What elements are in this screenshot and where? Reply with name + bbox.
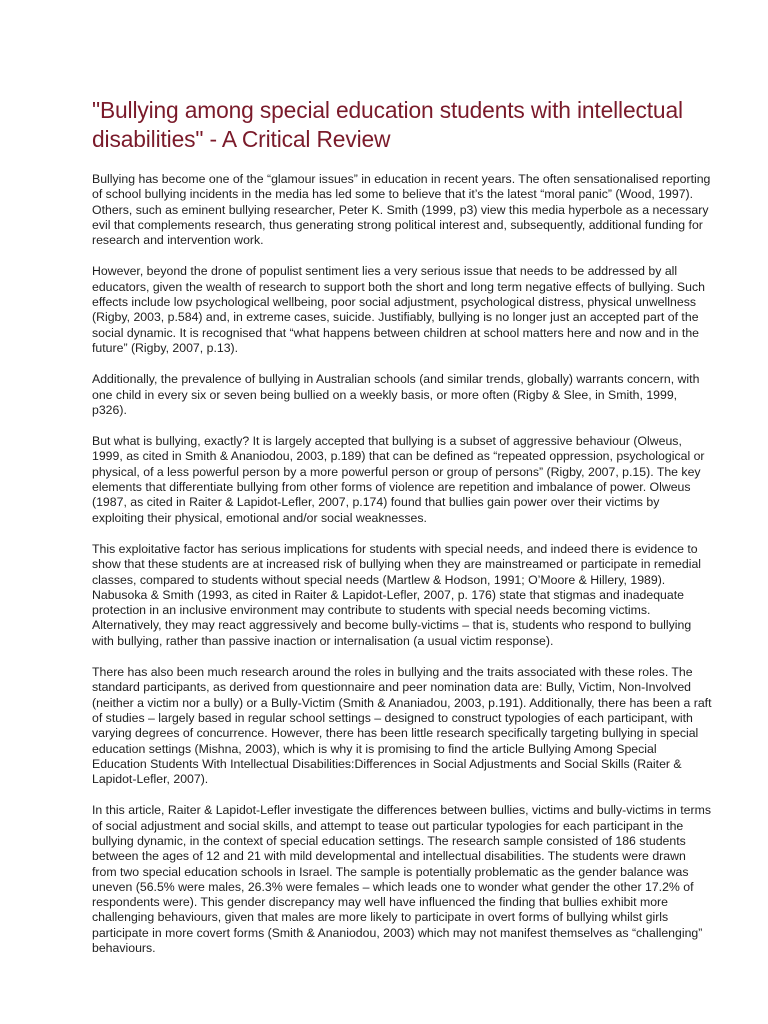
paragraph-4: But what is bullying, exactly? It is largely accepted that bullying is a subset of aggressive behaviour (Olweus, 1999, as cited in Smith & Ananiodou, 2003, p.189) that can be defined as “repeated oppression, psychological or physical, of a less powerful person by a more powerful person or group of persons” (Rigby, 2007, p.15). The key elements that differentiate bullying from other forms of violence are repetition and imbalance of power. Olweus (1987, as cited in Raiter & Lapidot-Lefler, 2007, p.174) found that bullies gain power over their victims by exploiting their physical, emotional and/or social weaknesses. (92, 434, 705, 525)
document-page (92, 96, 712, 972)
paragraph-6: There has also been much research around the roles in bullying and the traits associated with these roles. The standard participants, as derived from questionnaire and peer nomination data are: Bully, Victim, Non-Involved (neither a victim nor a bully) or a Bully-Victim (Smith & Ananiadou, 2003, p.191). Additionally, there has been a raft of studies – largely based in regular school settings – designed to construct typologies of each participant, with varying degrees of concurrence. However, there has been little research specifically targeting bullying in special education settings (Mishna, 2003), which is why it is promising to find the article Bullying Among Special Education Students With Intellectual Disabilities:Differences in Social Adjustments and Social Skills (Raiter & Lapidot-Lefler, 2007). (92, 665, 712, 787)
document-title: "Bullying among special education students with intellectual disabilities" - A Critical Review (92, 97, 683, 152)
paragraph-2: However, beyond the drone of populist sentiment lies a very serious issue that needs to be addressed by all educators, given the wealth of research to support both the short and long term negative effects of bullying. Such effects include low psychological wellbeing, poor social adjustment, psychological distress, physical unwellness (Rigby, 2003, p.584) and, in extreme cases, suicide. Justifiably, bullying is no longer just an accepted part of the social dynamic. It is recognised that “what happens between children at school matters here and now and in the future” (Rigby, 2007, p.13). (92, 264, 705, 355)
paragraph-5: This exploitative factor has serious implications for students with special needs, and indeed there is evidence to show that these students are at increased risk of bullying when they are mainstreamed or participate in remedial classes, compared to students without special needs (Martlew & Hodson, 1991; O’Moore & Hillery, 1989). Nabusoka & Smith (1993, as cited in Raiter & Lapidot-Lefler, 2007, p. 176) state that stigmas and inadequate protection in an inclusive environment may contribute to students with special needs becoming victims. Alternatively, they may react aggressively and become bully-victims – that is, students who respond to bullying with bullying, rather than passive inaction or internalisation (a usual victim response). (92, 541, 702, 648)
paragraph-7: In this article, Raiter & Lapidot-Lefler investigate the differences between bullies, victims and bully-victims in terms of social adjustment and social skills, and attempt to tease out particular typologies for each participant in the bullying dynamic, in the context of special education settings. The research sample consisted of 186 students between the ages of 12 and 21 with mild developmental and intellectual disabilities. The students were drawn from two special education schools in Israel. The sample is potentially problematic as the gender balance was uneven (56.5% were males, 26.3% were females – which leads one to wonder what gender the other 17.2% of respondents were). This gender discrepancy may well have influenced the finding that bullies exhibit more challenging behaviours, given that males are more likely to participate in overt forms of bullying whilst girls participate in more covert forms (Smith & Ananiodou, 2003) which may not manifest themselves as “challenging” behaviours. (92, 803, 711, 956)
paragraph-3: Additionally, the prevalence of bullying in Australian schools (and similar trends, globally) warrants concern, with one child in every six or seven being bullied on a weekly basis, or more often (Rigby & Slee, in Smith, 1999, p326). (92, 372, 700, 417)
paragraph-1: Bullying has become one of the “glamour issues” in education in recent years. The often sensationalised reporting of school bullying incidents in the media has led some to believe that it’s the latest “moral panic” (Wood, 1997). Others, such as eminent bullying researcher, Peter K. Smith (1999, p3) view this media hyperbole as a necessary evil that complements research, thus generating strong political interest and, subsequently, additional funding for research and intervention work. (92, 172, 711, 248)
